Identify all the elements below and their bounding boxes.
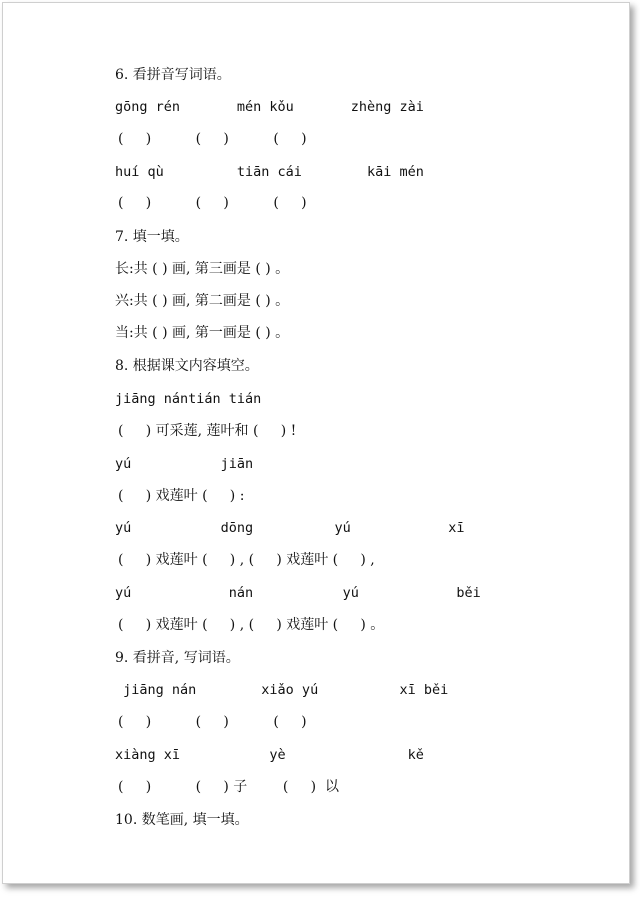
q6-title: 6. 看拼音写词语。 xyxy=(115,67,231,83)
q9-answer-row-1: ( ) ( ) ( ) xyxy=(118,714,307,730)
q6-pinyin-row-2: huí qù tiān cái kāi mén xyxy=(115,164,424,180)
q9-pinyin-row-2: xiàng xī yè kě xyxy=(115,747,424,763)
q8-pinyin-1: jiāng nántián tián xyxy=(115,391,262,407)
q7-line-2: 兴:共 ( ) 画, 第二画是 ( ) 。 xyxy=(115,293,290,309)
q10-title: 10. 数笔画, 填一填。 xyxy=(115,812,249,828)
q8-line-1: ( ) 可采莲, 莲叶和 ( ) ! xyxy=(118,423,297,439)
q8-pinyin-4: yú nán yú běi xyxy=(115,585,481,601)
q6-answer-row-2: ( ) ( ) ( ) xyxy=(118,195,307,211)
q7-title: 7. 填一填。 xyxy=(115,229,189,245)
q8-pinyin-2: yú jiān xyxy=(115,456,254,472)
q8-line-3: ( ) 戏莲叶 ( ) , ( ) 戏莲叶 ( ) , xyxy=(118,552,375,568)
q7-line-3: 当:共 ( ) 画, 第一画是 ( ) 。 xyxy=(115,325,290,341)
q6-answer-row-1: ( ) ( ) ( ) xyxy=(118,131,307,147)
q9-title: 9. 看拼音, 写词语。 xyxy=(115,650,240,666)
q8-line-4: ( ) 戏莲叶 ( ) , ( ) 戏莲叶 ( ) 。 xyxy=(118,617,385,633)
q8-title: 8. 根据课文内容填空。 xyxy=(115,358,259,374)
q6-pinyin-row-1: gōng rén mén kǒu zhèng zài xyxy=(115,99,424,115)
q9-answer-row-2: ( ) ( ) 子 ( ) 以 xyxy=(118,779,339,795)
q8-pinyin-3: yú dōng yú xī xyxy=(115,520,465,536)
q7-line-1: 长:共 ( ) 画, 第三画是 ( ) 。 xyxy=(115,261,290,277)
q9-pinyin-row-1: jiāng nán xiǎo yú xī běi xyxy=(115,682,449,698)
q8-line-2: ( ) 戏莲叶 ( ) : xyxy=(118,488,245,504)
